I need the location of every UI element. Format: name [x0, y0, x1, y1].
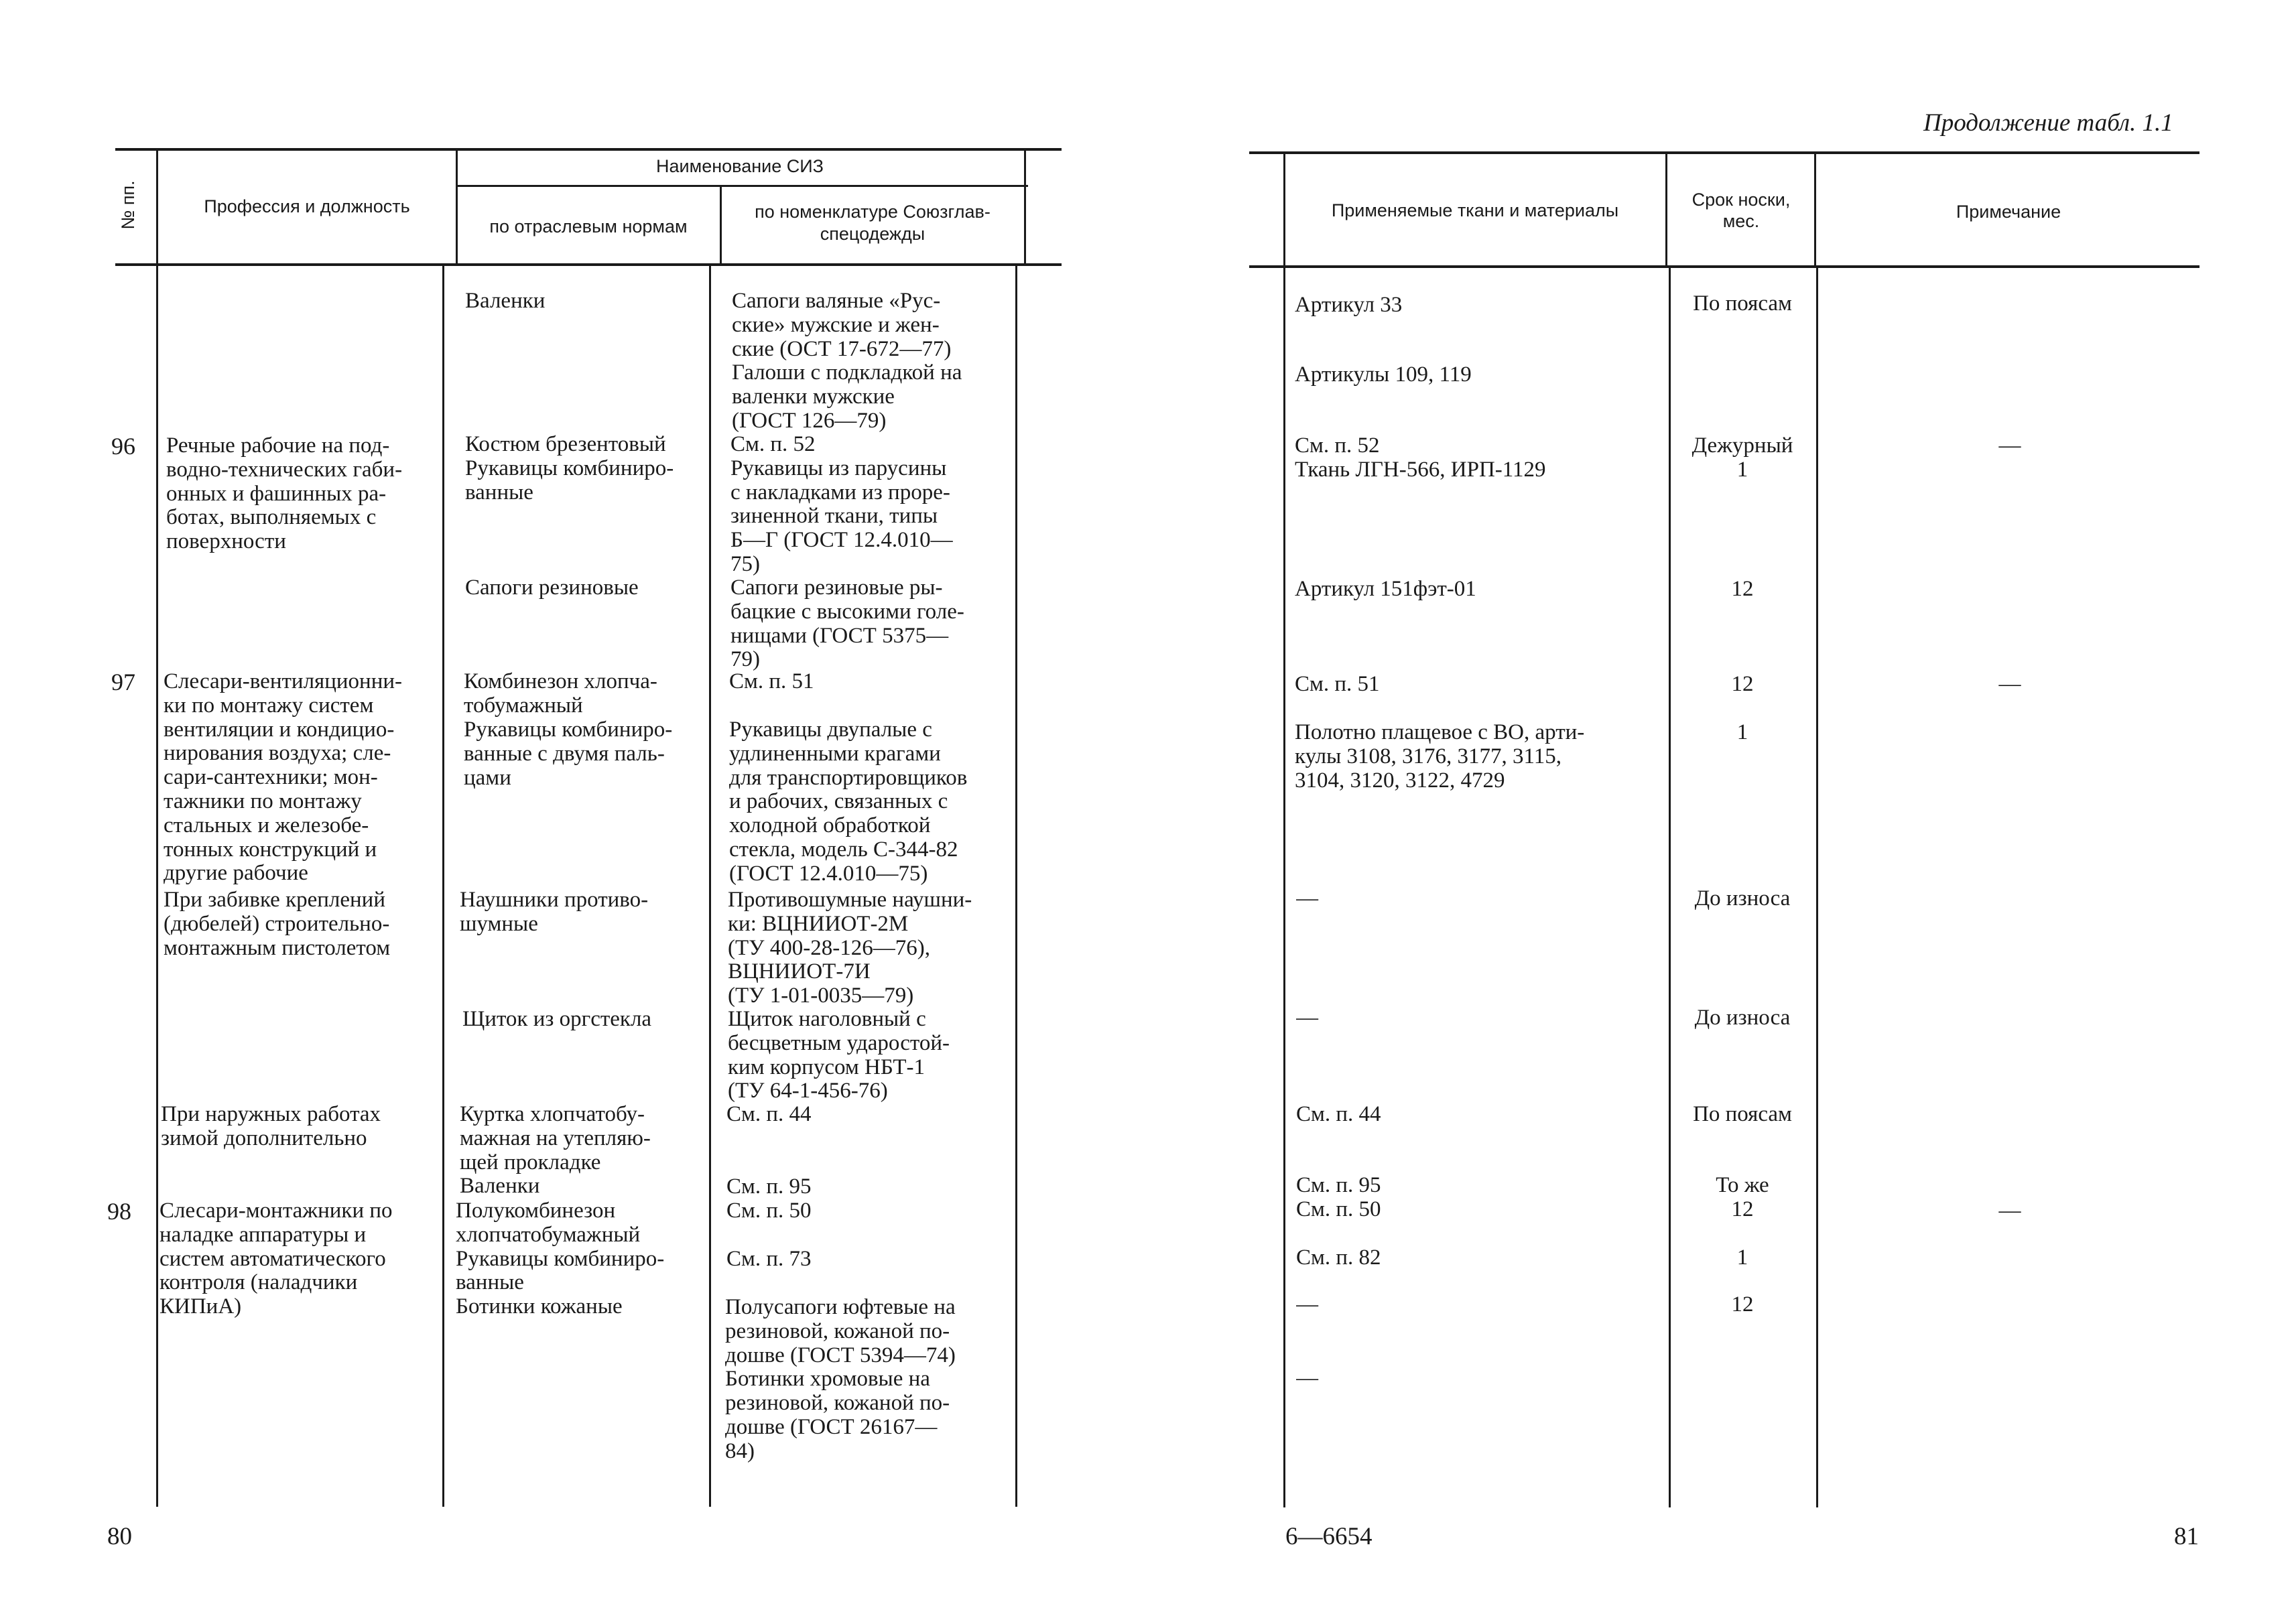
row-number-96: 96: [111, 433, 135, 460]
col-divider-r2b: [1669, 268, 1671, 1507]
table-caption: Продолжение табл. 1.1: [1923, 109, 2173, 137]
header-subrule: [457, 185, 1028, 187]
material-item: См. п. 95 См. п. 50: [1296, 1174, 1381, 1221]
profession-97-nailing: При забивке креплений (дюбелей) строительно- монтажным пистолетом: [164, 888, 391, 960]
term-item: По поясам: [1693, 292, 1792, 316]
term-item: То же 12: [1716, 1174, 1769, 1221]
header-by-industry: по отраслевым нормам: [489, 216, 688, 236]
nomenclature-item: См. п. 50: [726, 1199, 812, 1223]
page-number-right: 81: [2174, 1523, 2199, 1550]
nomenclature-item: Рукавицы двупалые с удлиненными крагами для транспортировщиков и рабочих, связанных с холодной обработкой стекла, модель С-344-82 (ГОСТ 12.4.010—75): [729, 718, 968, 886]
col-divider-r1: [1283, 153, 1285, 265]
material-item: —: [1296, 1006, 1318, 1030]
nomenclature-item: См. п. 44: [726, 1103, 812, 1126]
industry-item: Наушники противо- шумные: [460, 888, 649, 936]
nomenclature-item: См. п. 95: [726, 1175, 812, 1199]
profession-97-winter: При наружных работах зимой дополнительно: [161, 1103, 381, 1150]
nomenclature-item: Сапоги резиновые ры- бацкие с высокими голе- нищами (ГОСТ 5375— 79): [730, 576, 964, 672]
profession-97: Слесари-вентиляционни- ки по монтажу систем вентиляции и кондицио- нирования воздуха; сле- сари-сантехники; мон- тажники по монтажу стальных и железобе- тонных конструкций и другие рабочие: [164, 670, 403, 886]
header-note: Примечание: [1956, 202, 2061, 222]
material-item: —: [1296, 887, 1318, 910]
header-materials: Применяемые ткани и материалы: [1331, 200, 1619, 220]
term-item: 1: [1736, 721, 1748, 744]
term-item: До износа: [1694, 1006, 1791, 1030]
top-rule-right: [1249, 151, 2199, 154]
header-bottom-rule: [115, 263, 1062, 266]
header-profession: Профессия и должность: [204, 196, 410, 216]
material-item: Артикул 33: [1295, 293, 1403, 317]
nomenclature-item: Полусапоги юфтевые на резиновой, кожаной по- дошве (ГОСТ 5394—74) Ботинки хромовые на резиновой, кожаной по- дошве (ГОСТ 26167— 84): [725, 1296, 956, 1463]
col-divider-r2: [1665, 153, 1667, 265]
term-item: 12: [1731, 578, 1754, 601]
term-item: По поясам: [1693, 1103, 1792, 1126]
material-item: См. п. 44: [1296, 1103, 1381, 1126]
signature-mark: 6—6654: [1285, 1523, 1373, 1550]
profession-96: Речные рабочие на под- водно-технических габи- онных и фашинных ра- ботах, выполняемых с поверхности: [166, 434, 403, 554]
term-item: 12: [1731, 673, 1754, 696]
material-item: См. п. 52 Ткань ЛГН-566, ИРП-1129: [1295, 434, 1546, 482]
term-item: До износа: [1694, 887, 1791, 910]
page-number-left: 80: [107, 1523, 132, 1550]
header-bottom-rule-right: [1249, 265, 2199, 268]
industry-item: Сапоги резиновые: [465, 576, 639, 600]
header-siz-name: Наименование СИЗ: [656, 156, 824, 176]
material-item: —: [1296, 1293, 1318, 1316]
term-item: 1: [1736, 1246, 1748, 1270]
term-item: Дежурный 1: [1692, 434, 1793, 482]
col-divider-3b: [709, 265, 711, 1507]
material-item: Полотно плащевое с ВО, арти- кулы 3108, 3176, 3177, 3115, 3104, 3120, 3122, 4729: [1295, 721, 1585, 793]
col-divider-4: [1024, 150, 1026, 263]
note-96: —: [1998, 434, 2021, 458]
industry-item: Куртка хлопчатобу- мажная на утепляю- щей прокладке Валенки: [460, 1103, 651, 1199]
nomenclature-item: Сапоги валяные «Рус- ские» мужские и жен- ские (ОСТ 17-672—77) Галоши с подкладкой на валенки мужские (ГОСТ 126—79): [732, 289, 962, 433]
nomenclature-item: Щиток наголовный с бесцветным ударостой- ким корпусом НБТ-1 (ТУ 64-1-456-76): [728, 1008, 950, 1103]
nomenclature-item: См. п. 73: [726, 1247, 812, 1271]
nomenclature-item: См. п. 52 Рукавицы из парусины с накладками из проре- зиненной ткани, типы Б—Г (ГОСТ 12.4.010— 75): [730, 433, 953, 576]
top-rule: [115, 148, 1062, 151]
header-term: Срок носки, мес.: [1692, 190, 1791, 231]
industry-item: Полукомбинезон хлопчатобумажный Рукавицы комбиниро- ванные Ботинки кожаные: [456, 1199, 665, 1319]
industry-item: Щиток из оргстекла: [462, 1008, 652, 1031]
material-item: Артикул 151фэт-01: [1295, 578, 1476, 601]
industry-item: Комбинезон хлопча- тобумажный: [464, 670, 657, 718]
note-97: —: [1998, 673, 2021, 696]
col-divider-3: [720, 187, 722, 263]
material-item: Артикулы 109, 119: [1295, 363, 1472, 387]
header-by-nomenclature: по номенклатуре Союзглав- спецодежды: [755, 202, 991, 244]
header-num: № пп.: [118, 180, 138, 230]
profession-98: Слесари-монтажники по наладке аппаратуры и систем автоматического контроля (наладчики КИПиА): [160, 1199, 393, 1319]
note-98: —: [1998, 1199, 2021, 1223]
nomenclature-item: См. п. 51: [729, 670, 814, 693]
col-divider-2: [456, 150, 458, 263]
col-divider-r3b: [1816, 268, 1818, 1507]
col-divider-r3: [1814, 153, 1816, 265]
row-number-98: 98: [107, 1198, 131, 1225]
material-item: См. п. 51: [1295, 673, 1380, 696]
industry-item: Валенки: [465, 289, 546, 313]
material-item: См. п. 82: [1296, 1246, 1381, 1270]
industry-item: Рукавицы комбиниро- ванные с двумя паль- цами: [464, 718, 673, 790]
nomenclature-item: Противошумные наушни- ки: ВЦНИИОТ-2М (ТУ 400-28-126—76), ВЦНИИОТ-7И (ТУ 1-01-0035—79): [728, 888, 972, 1008]
col-divider-1: [156, 150, 158, 1507]
row-number-97: 97: [111, 669, 135, 695]
term-item: 12: [1731, 1293, 1754, 1316]
industry-item: Костюм брезентовый Рукавицы комбиниро- ванные: [465, 433, 674, 504]
col-divider-r1b: [1283, 268, 1285, 1507]
material-item: —: [1296, 1367, 1318, 1390]
